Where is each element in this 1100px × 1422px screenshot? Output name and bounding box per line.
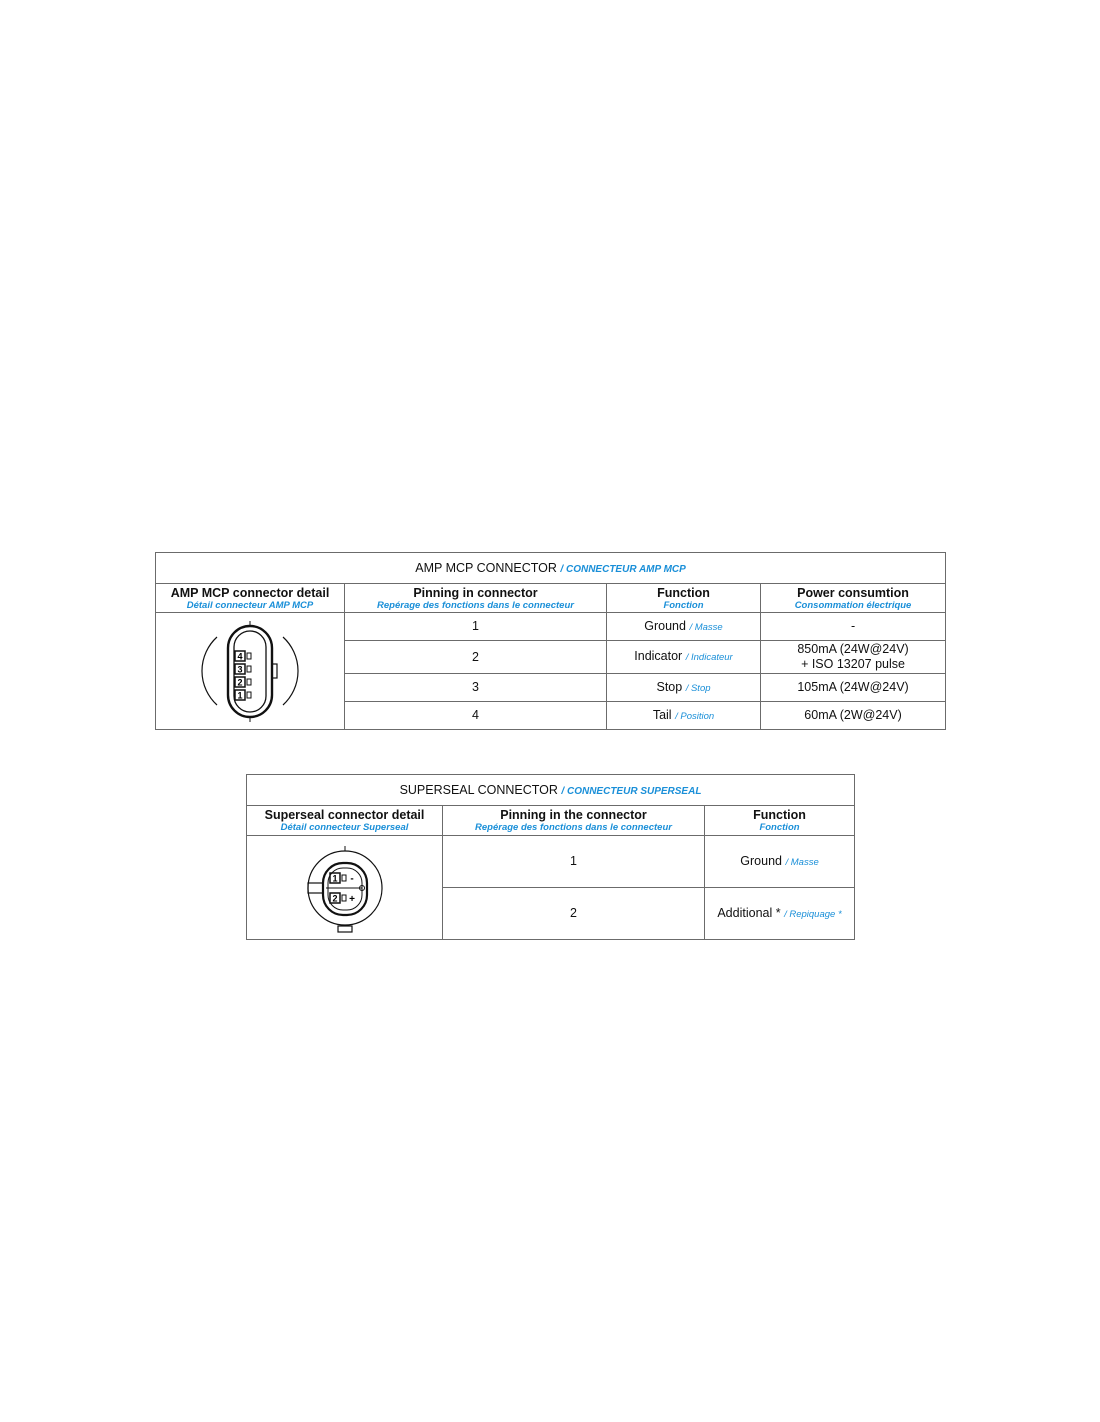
amp-function-3-fr: / Stop [685,682,711,694]
amp-pin-3: 3 [345,674,607,702]
superseal-header-pinning-fr: Repérage des fonctions dans le connecteur [475,822,672,833]
amp-header-power [761,584,946,613]
amp-header-function-en: Function [657,585,710,600]
amp-title-fr: / CONNECTEUR AMP MCP [560,564,686,575]
table-row [247,836,855,888]
amp-power-2-line2: + ISO 13207 pulse [801,657,905,671]
amp-header-function [607,584,761,613]
amp-pin-2: 2 [345,641,607,674]
superseal-title-fr: / CONNECTEUR SUPERSEAL [561,786,702,797]
superseal-header-function-fr: Fonction [759,822,800,833]
table-row [156,613,946,641]
amp-function-1 [607,613,761,641]
amp-header-power-fr: Consommation électrique [794,599,912,611]
amp-power-2-line1: 850mA (24W@24V) [797,642,909,656]
amp-connector-drawing-cell [156,613,345,730]
superseal-pin-label-2: 2 [331,893,338,903]
superseal-header-function-en: Function [753,808,806,822]
amp-pin-label-1: 1 [237,690,243,701]
amp-pin-label-4: 4 [237,651,243,662]
amp-function-4 [607,702,761,730]
superseal-pin-label-1: 1 [331,873,338,883]
amp-function-3 [607,674,761,702]
amp-header-detail-en: AMP MCP connector detail [170,585,330,600]
superseal-function-1 [705,836,855,888]
amp-function-1-fr: / Masse [689,621,723,633]
amp-power-1: - [761,613,946,641]
amp-header-detail [156,584,345,613]
amp-connector-drawing [195,619,305,723]
amp-power-4: 60mA (2W@24V) [761,702,946,730]
superseal-header-pinning [443,806,705,836]
superseal-minus-mark: - [349,873,354,884]
amp-table-title [156,553,946,584]
amp-header-pinning-fr: Repérage des fonctions dans le connecteur [377,599,574,611]
amp-pin-4: 4 [345,702,607,730]
amp-function-2-fr: / Indicateur [685,652,733,663]
amp-function-2-en: Indicator [634,649,683,663]
amp-pin-1: 1 [345,613,607,641]
superseal-header-row [247,806,855,836]
superseal-function-1-fr: / Masse [785,856,819,868]
superseal-connector-drawing [300,838,390,938]
superseal-header-detail [247,806,443,836]
amp-title-en: AMP MCP CONNECTOR [415,561,557,575]
superseal-pin-2: 2 [443,888,705,940]
superseal-table-title [247,775,855,806]
superseal-function-1-en: Ground [740,853,782,868]
superseal-header-function [705,806,855,836]
amp-header-pinning [345,584,607,613]
amp-power-2 [761,641,946,674]
amp-function-2 [607,641,761,674]
superseal-function-2-fr: / Repiquage * [784,908,842,920]
amp-header-row [156,584,946,613]
superseal-connector-drawing-cell [247,836,443,940]
superseal-function-2 [705,888,855,940]
superseal-header-detail-en: Superseal connector detail [264,808,425,822]
amp-function-4-en: Tail [652,707,672,722]
amp-power-3: 105mA (24W@24V) [761,674,946,702]
superseal-header-detail-fr: Détail connecteur Superseal [280,822,409,833]
amp-pin-label-3: 3 [237,664,243,675]
amp-function-1-en: Ground [644,618,686,633]
amp-header-power-en: Power consumtion [797,585,909,600]
amp-function-4-fr: / Position [675,710,715,722]
superseal-title-en: SUPERSEAL CONNECTOR [399,783,558,797]
superseal-header-pinning-en: Pinning in the connector [500,808,647,822]
superseal-title-row [247,775,855,806]
amp-function-3-en: Stop [656,679,683,694]
amp-pin-label-2: 2 [237,677,243,688]
superseal-connector-table [246,774,855,940]
superseal-plus-mark: + [348,893,355,905]
amp-header-function-fr: Fonction [663,599,704,611]
amp-title-row [156,553,946,584]
amp-header-pinning-en: Pinning in connector [413,585,538,600]
amp-header-detail-fr: Détail connecteur AMP MCP [186,599,314,611]
amp-mcp-connector-table [155,552,946,730]
superseal-pin-1: 1 [443,836,705,888]
superseal-function-2-en: Additional * [717,905,781,920]
